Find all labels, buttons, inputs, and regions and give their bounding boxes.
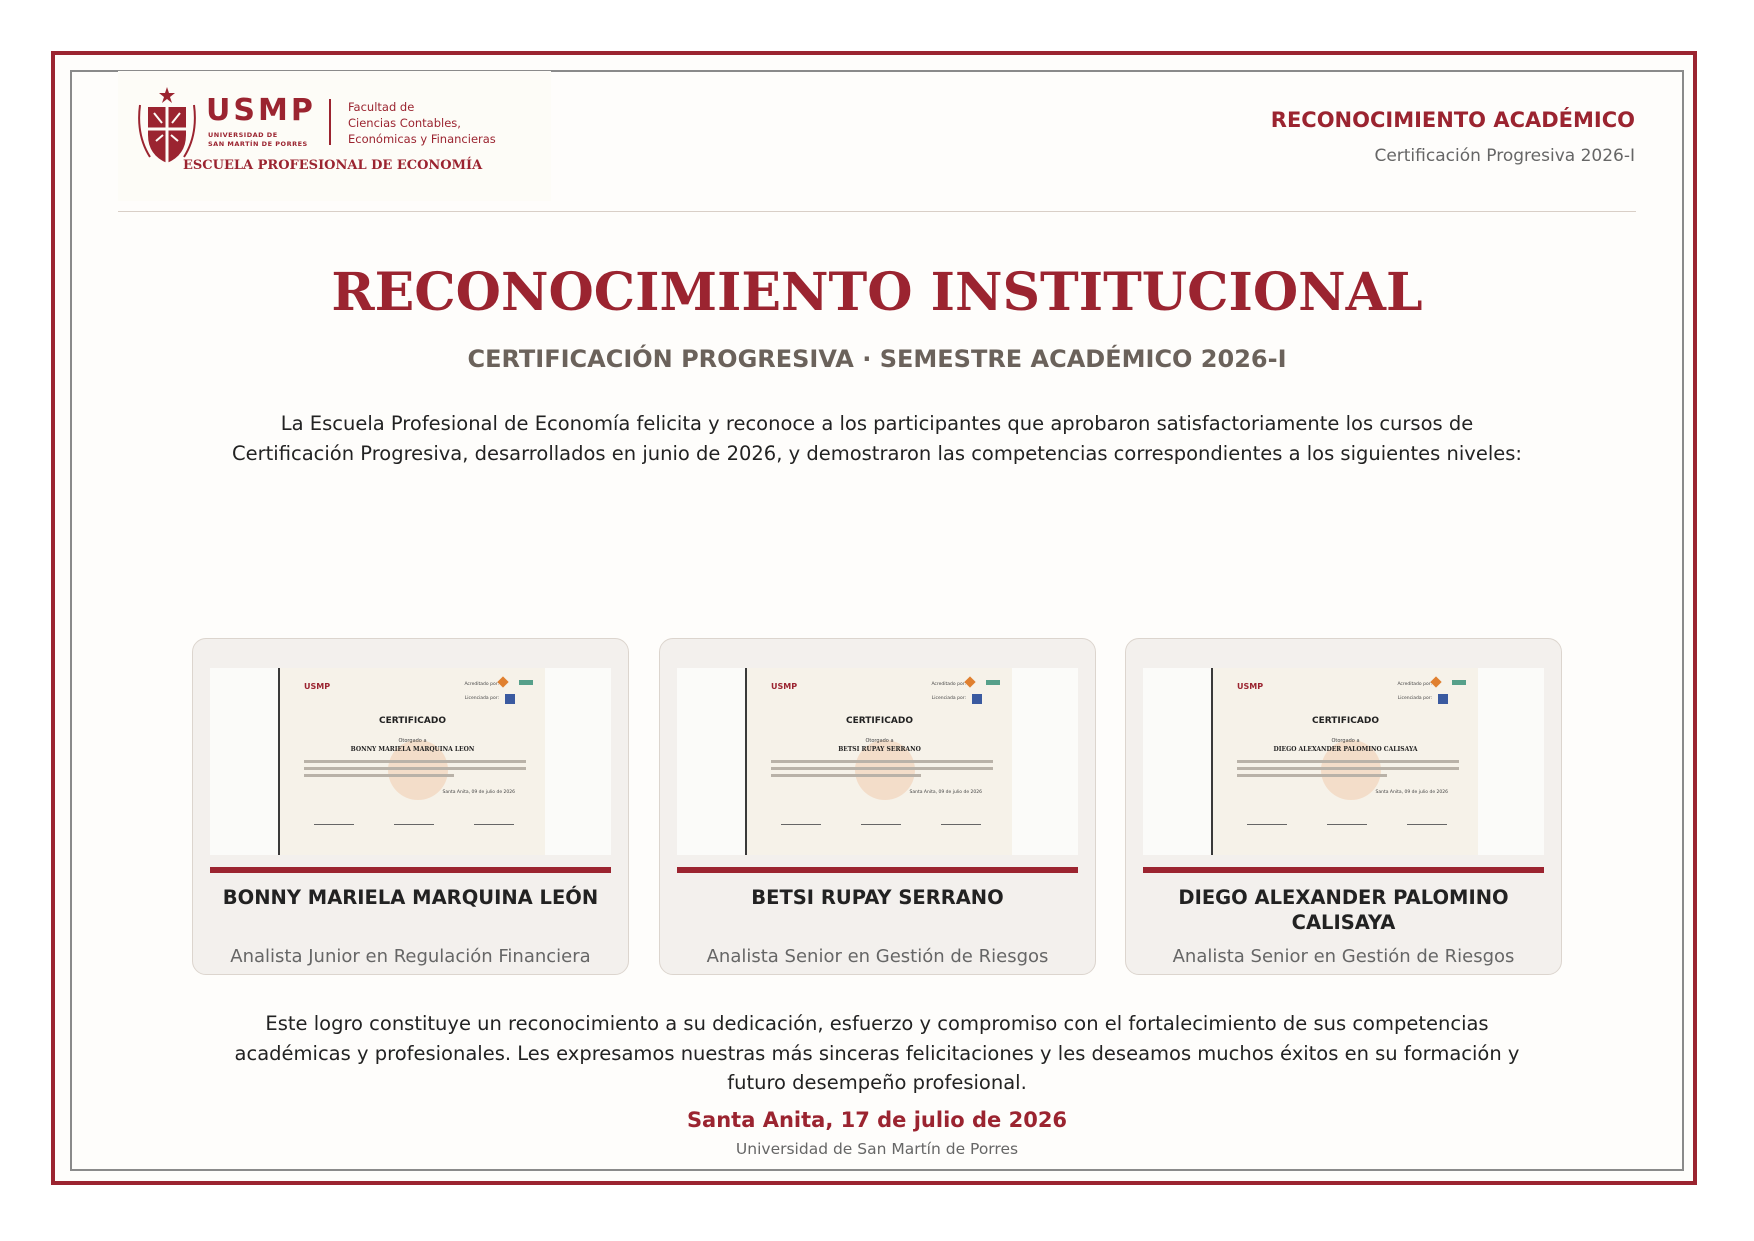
- signature-icon: [314, 806, 354, 825]
- thumb-text-line: [771, 774, 921, 777]
- usmp-university-line1: UNIVERSIDAD DE: [208, 131, 278, 139]
- place-and-date: Santa Anita, 17 de julio de 2026: [686, 1108, 1068, 1132]
- certificate-document: [278, 668, 545, 855]
- badge-subtitle: Certificación Progresiva 2026-I: [1374, 146, 1635, 166]
- sunedu-logo-icon: [1438, 694, 1448, 704]
- signature-icon: [1407, 806, 1447, 825]
- thumb-accredited: Acreditado por:: [464, 682, 499, 687]
- certificate-thumbnail: [1143, 668, 1544, 855]
- thumb-accredited: Acreditado por:: [931, 682, 966, 687]
- thumb-text-line: [1237, 774, 1387, 777]
- thumb-recipient-name: BONNY MARIELA MARQUINA LEON: [350, 746, 475, 753]
- recipient-name: DIEGO ALEXANDER PALOMINO CALISAYA: [1178, 886, 1509, 934]
- thumb-text-line: [304, 774, 454, 777]
- sineace-logo-icon: [1452, 680, 1466, 685]
- usmp-university-line2: SAN MARTÍN DE PORRES: [208, 140, 308, 148]
- recipient-card-1: [192, 638, 629, 975]
- thumb-recipient-name: DIEGO ALEXANDER PALOMINO CALISAYA: [1273, 746, 1418, 753]
- thumb-recipient-name: BETSI RUPAY SERRANO: [838, 746, 921, 753]
- thumb-heading: CERTIFICADO: [379, 716, 446, 726]
- certificate-thumbnail: [210, 668, 611, 855]
- certificate-thumbnail: [677, 668, 1078, 855]
- sineace-logo-icon: [986, 680, 1000, 685]
- thumb-brand: USMP: [771, 682, 798, 691]
- recipient-level: Analista Junior en Regulación Financiera: [230, 946, 591, 967]
- thumb-granted: Otorgado a: [398, 738, 427, 744]
- page-subtitle: CERTIFICACIÓN PROGRESIVA · SEMESTRE ACADÉMICO 2026-I: [467, 345, 1287, 373]
- certificate-document: [1211, 668, 1478, 855]
- faculty-line2: Ciencias Contables,: [348, 116, 461, 130]
- card-accent-bar: [210, 867, 611, 873]
- inner-border: [70, 70, 1684, 1171]
- sunedu-logo-icon: [972, 694, 982, 704]
- sunedu-logo-icon: [505, 694, 515, 704]
- usmp-crest-icon: [136, 85, 198, 167]
- university-name: Universidad de San Martín de Porres: [735, 1140, 1019, 1158]
- thumb-date: Santa Anita, 09 de julio de 2026: [442, 790, 515, 795]
- recipient-card-2: [659, 638, 1096, 975]
- recipient-level: Analista Senior en Gestión de Riesgos: [1172, 946, 1515, 967]
- recipient-name: BETSI RUPAY SERRANO: [751, 886, 1004, 909]
- accreditor-logo-icon: [497, 676, 508, 687]
- recipient-name: BONNY MARIELA MARQUINA LEÓN: [222, 886, 599, 909]
- intro-paragraph: La Escuela Profesional de Economía felicita y reconoce a los participantes que aprobaron satisfactoriamente los cursos de Certificación Progresiva, desarrollados en junio de 2026, y demostraron las competencias correspondientes a los siguientes niveles:: [232, 412, 1522, 465]
- thumb-text-line: [304, 767, 526, 770]
- thumb-date: Santa Anita, 09 de julio de 2026: [1375, 790, 1448, 795]
- thumb-licensed: Licenciada por:: [931, 696, 966, 701]
- thumb-text-line: [1237, 760, 1459, 763]
- signature-icon: [941, 806, 981, 825]
- recipient-level: Analista Senior en Gestión de Riesgos: [706, 946, 1049, 967]
- thumb-text-line: [1237, 767, 1459, 770]
- thumb-brand: USMP: [1237, 682, 1264, 691]
- thumb-text-line: [304, 760, 526, 763]
- certificate-document: [745, 668, 1012, 855]
- sineace-logo-icon: [519, 680, 533, 685]
- accreditor-logo-icon: [964, 676, 975, 687]
- thumb-heading: CERTIFICADO: [1312, 716, 1379, 726]
- signature-icon: [394, 806, 434, 825]
- usmp-logo: [118, 71, 551, 201]
- page-title: RECONOCIMIENTO INSTITUCIONAL: [331, 262, 1423, 323]
- thumb-granted: Otorgado a: [1331, 738, 1360, 744]
- closing-paragraph: Este logro constituye un reconocimiento a su dedicación, esfuerzo y compromiso con el fortalecimiento de sus competencias académicas y profesionales. Les expresamos nuestras más sinceras felicitaciones y les deseamos muchos éxitos en su formación y futuro desempeño profesional.: [234, 1012, 1520, 1094]
- thumb-date: Santa Anita, 09 de julio de 2026: [909, 790, 982, 795]
- thumb-brand: USMP: [304, 682, 331, 691]
- thumb-granted: Otorgado a: [865, 738, 894, 744]
- header-divider: [118, 211, 1636, 212]
- signature-icon: [781, 806, 821, 825]
- signature-icon: [1247, 806, 1287, 825]
- signature-icon: [474, 806, 514, 825]
- thumb-text-line: [771, 767, 993, 770]
- school-name: ESCUELA PROFESIONAL DE ECONOMÍA: [183, 158, 483, 173]
- usmp-wordmark: USMP: [206, 93, 316, 128]
- badge-title: RECONOCIMIENTO ACADÉMICO: [1270, 108, 1635, 132]
- thumb-text-line: [771, 760, 993, 763]
- card-accent-bar: [1143, 867, 1544, 873]
- thumb-accredited: Acreditado por:: [1397, 682, 1432, 687]
- card-accent-bar: [677, 867, 1078, 873]
- signature-icon: [861, 806, 901, 825]
- faculty-name: [348, 99, 496, 147]
- thumb-licensed: Licenciada por:: [464, 696, 499, 701]
- thumb-heading: CERTIFICADO: [846, 716, 913, 726]
- thumb-licensed: Licenciada por:: [1397, 696, 1432, 701]
- faculty-line1: Facultad de: [348, 100, 415, 114]
- signature-icon: [1327, 806, 1367, 825]
- logo-divider: [329, 99, 331, 145]
- faculty-line3: Económicas y Financieras: [348, 132, 496, 146]
- recipient-card-3: [1125, 638, 1562, 975]
- accreditor-logo-icon: [1430, 676, 1441, 687]
